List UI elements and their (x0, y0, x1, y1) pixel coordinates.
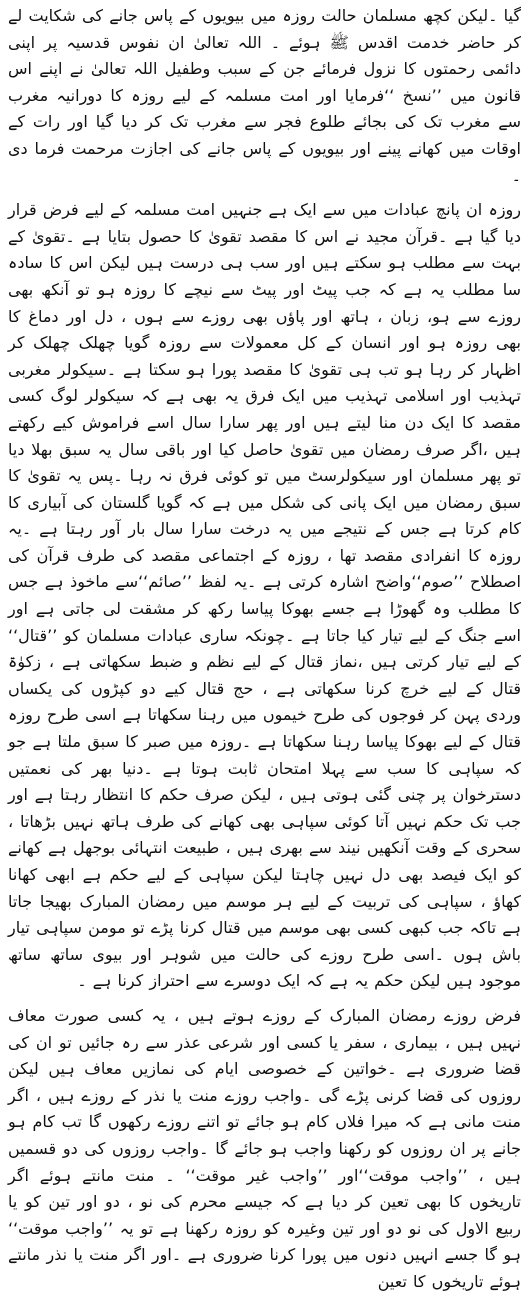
paragraph-ramadan-fasting-hours: گیا ۔لیکن کچھ مسلمان حالت روزہ میں بیویوں کے پاس جانے کی شکایت لے کر حاضر خدمت اقدس ﷺ ہوئے ۔ اللہ تعالیٰ ان نفوس قدسیہ پر اپنی دائمی رحمتوں کا نزول فرمائے جن کے سبب وطفیل اللہ تعالیٰ نے اپنے اس قانون میں ’’نسخ ‘‘فرمایا اور امت مسلمہ کے لیے روزہ کا دورانیہ مغرب سے مغرب تک کی بجائے طلوع فجر سے مغرب تک کر دیا گیا اور رات کے اوقات میں کھانے پینے اور بیویوں کے پاس جانے کی اجازت مرحمت فرما دی ۔ (8, 6, 521, 185)
paragraph-purpose-of-fasting: روزہ ان پانچ عبادات میں سے ایک ہے جنہیں امت مسلمہ کے لیے فرض قرار دیا گیا ہے ۔قرآن مجید نے اس کا مقصد تقویٰ کا حصول بتایا ہے ۔تقویٰ کے بہت سے مطلب ہو سکتے ہیں اور سب ہی درست ہیں لیکن اس کا سادہ سا مطلب یہ ہے کہ جب پیٹ اور پیٹ سے نیچے کا روزہ ہو تو آنکھ بھی روزے سے ہو، زبان ، ہاتھ اور پاؤں بھی روزے سے ہوں ، دل اور دماغ کا بھی روزہ ہو اور انسان کے کل معمولات سے روزہ گویا چھلک چھلک کر اظہار کر رہا ہو تب ہی تقویٰ کا مقصد پورا ہو سکتا ہے ۔سیکولر مغربی تہذیب اور اسلامی تہذیب میں ایک فرق یہ بھی ہے کہ سیکولر لوگ کسی مقصد کا ایک دن منا لیتے ہیں اور پھر سارا سال اسے فراموش کیے رکھتے ہیں ،اگر صرف رمضان میں تقویٰ حاصل کیا اور باقی سال یہ سبق بھلا دیا تو پھر مسلمان اور سیکولرسٹ میں تو کوئی فرق نہ رہا ۔پس یہ تقویٰ کا سبق رمضان میں ایک پانی کی شکل میں ہے کہ گویا گلستان کی آبیاری کا کام کرتا ہے جس کے نتیجے میں یہ درخت سارا سال بار آور رہتا ہے ۔یہ روزہ کا انفرادی مقصد تھا ، روزہ کے اجتماعی مقصد کی طرف قرآن کی اصطلاح ’’صوم‘‘واضح اشارہ کرتی ہے ۔یہ لفظ ’’صائم‘‘سے ماخوذ ہے جس کا مطلب وہ گھوڑا ہے جسے بھوکا پیاسا رکھ کر مشقت لی جاتی ہے اور اسے جنگ کے لیے تیار کیا جاتا ہے ۔چونکہ ساری عبادات مسلمان کو ’’قتال‘‘ کے لیے تیار کرتی ہیں ،نماز قتال کے لیے نظم و ضبط سکھاتی ہے ، زکوٰۃ قتال کے لیے خرچ کرنا سکھاتی ہے ، حج قتال کیے دو کپڑوں کی یکساں وردی پہن کر فوجوں کی طرح خیموں میں رہنا سکھاتا ہے اسی طرح روزہ قتال کے لیے بھوکا پیاسا رہنا سکھاتا ہے ۔روزہ میں صبر کا سبق ملتا ہے جو کہ سپاہی کا سب سے پہلا امتحان ثابت ہوتا ہے ۔دنیا بھر کی نعمتیں دسترخوان پر چنی گئی ہوتی ہیں ، لیکن صرف حکم کا انتظار رہتا ہے اور جب تک حکم نہیں آتا کوئی سپاہی بھی کھانے کی طرف ہاتھ نہیں بڑھاتا ، سحری کے وقت آنکھیں نیند سے بھری ہیں ، طبیعت انتہائی بوجھل ہے کھانے کو ایک فیصد بھی دل نہیں چاہتا لیکن سپاہی کے لیے حکم ہے ابھی کھانا کھاؤ ، سپاہی کی تربیت کے لیے ہر موسم میں رمضان المبارک بھیجا جاتا ہے تاکہ جب کبھی کسی بھی موسم میں قتال کرنا پڑے تو مومن سپاہی تیار باش ہوں ۔اسی طرح روزے کی حالت میں شوہر اور بیوی ساتھ ساتھ موجود ہیں لیکن حکم یہ ہے کہ ایک دوسرے سے احتراز کرنا ہے ۔ (8, 200, 521, 991)
paragraph-obligatory-fasts: فرض روزے رمضان المبارک کے روزے ہوتے ہیں ، یہ کسی صورت معاف نہیں ہیں ، بیماری ، سفر یا کسی اور شرعی عذر سے رہ جائیں تو ان کی قضا ضروری ہے ۔خواتین کے خصوصی ایام کی نمازیں معاف ہیں لیکن روزوں کی قضا کرنی پڑے گی ۔واجب روزے منت یا نذر کے روزے ہیں ، اگر منت مانی ہے کہ میرا فلاں کام ہو جائے تو اتنے روزے رکھوں گا تب کام ہو جانے پر ان روزوں کو رکھنا واجب ہو جائے گا ۔واجب روزوں کی دو قسمیں ہیں ، ’’واجب موقت‘‘اور ’’واجب غیر موقت‘‘ ۔ منت مانتے ہوئے اگر تاریخوں کا بھی تعین کر دیا ہے کہ جیسے محرم کی نو ، دو اور تین کو یا ربیع الاول کی نو دو اور تین وغیرہ کو روزہ رکھنا ہے تو یہ ’’واجب موقت‘‘ ہو گا جسے انہیں دنوں میں پورا کرنا ضروری ہے ۔اور اگر منت یا نذر مانتے ہوئے تاریخوں کا تعین (8, 1005, 521, 1291)
